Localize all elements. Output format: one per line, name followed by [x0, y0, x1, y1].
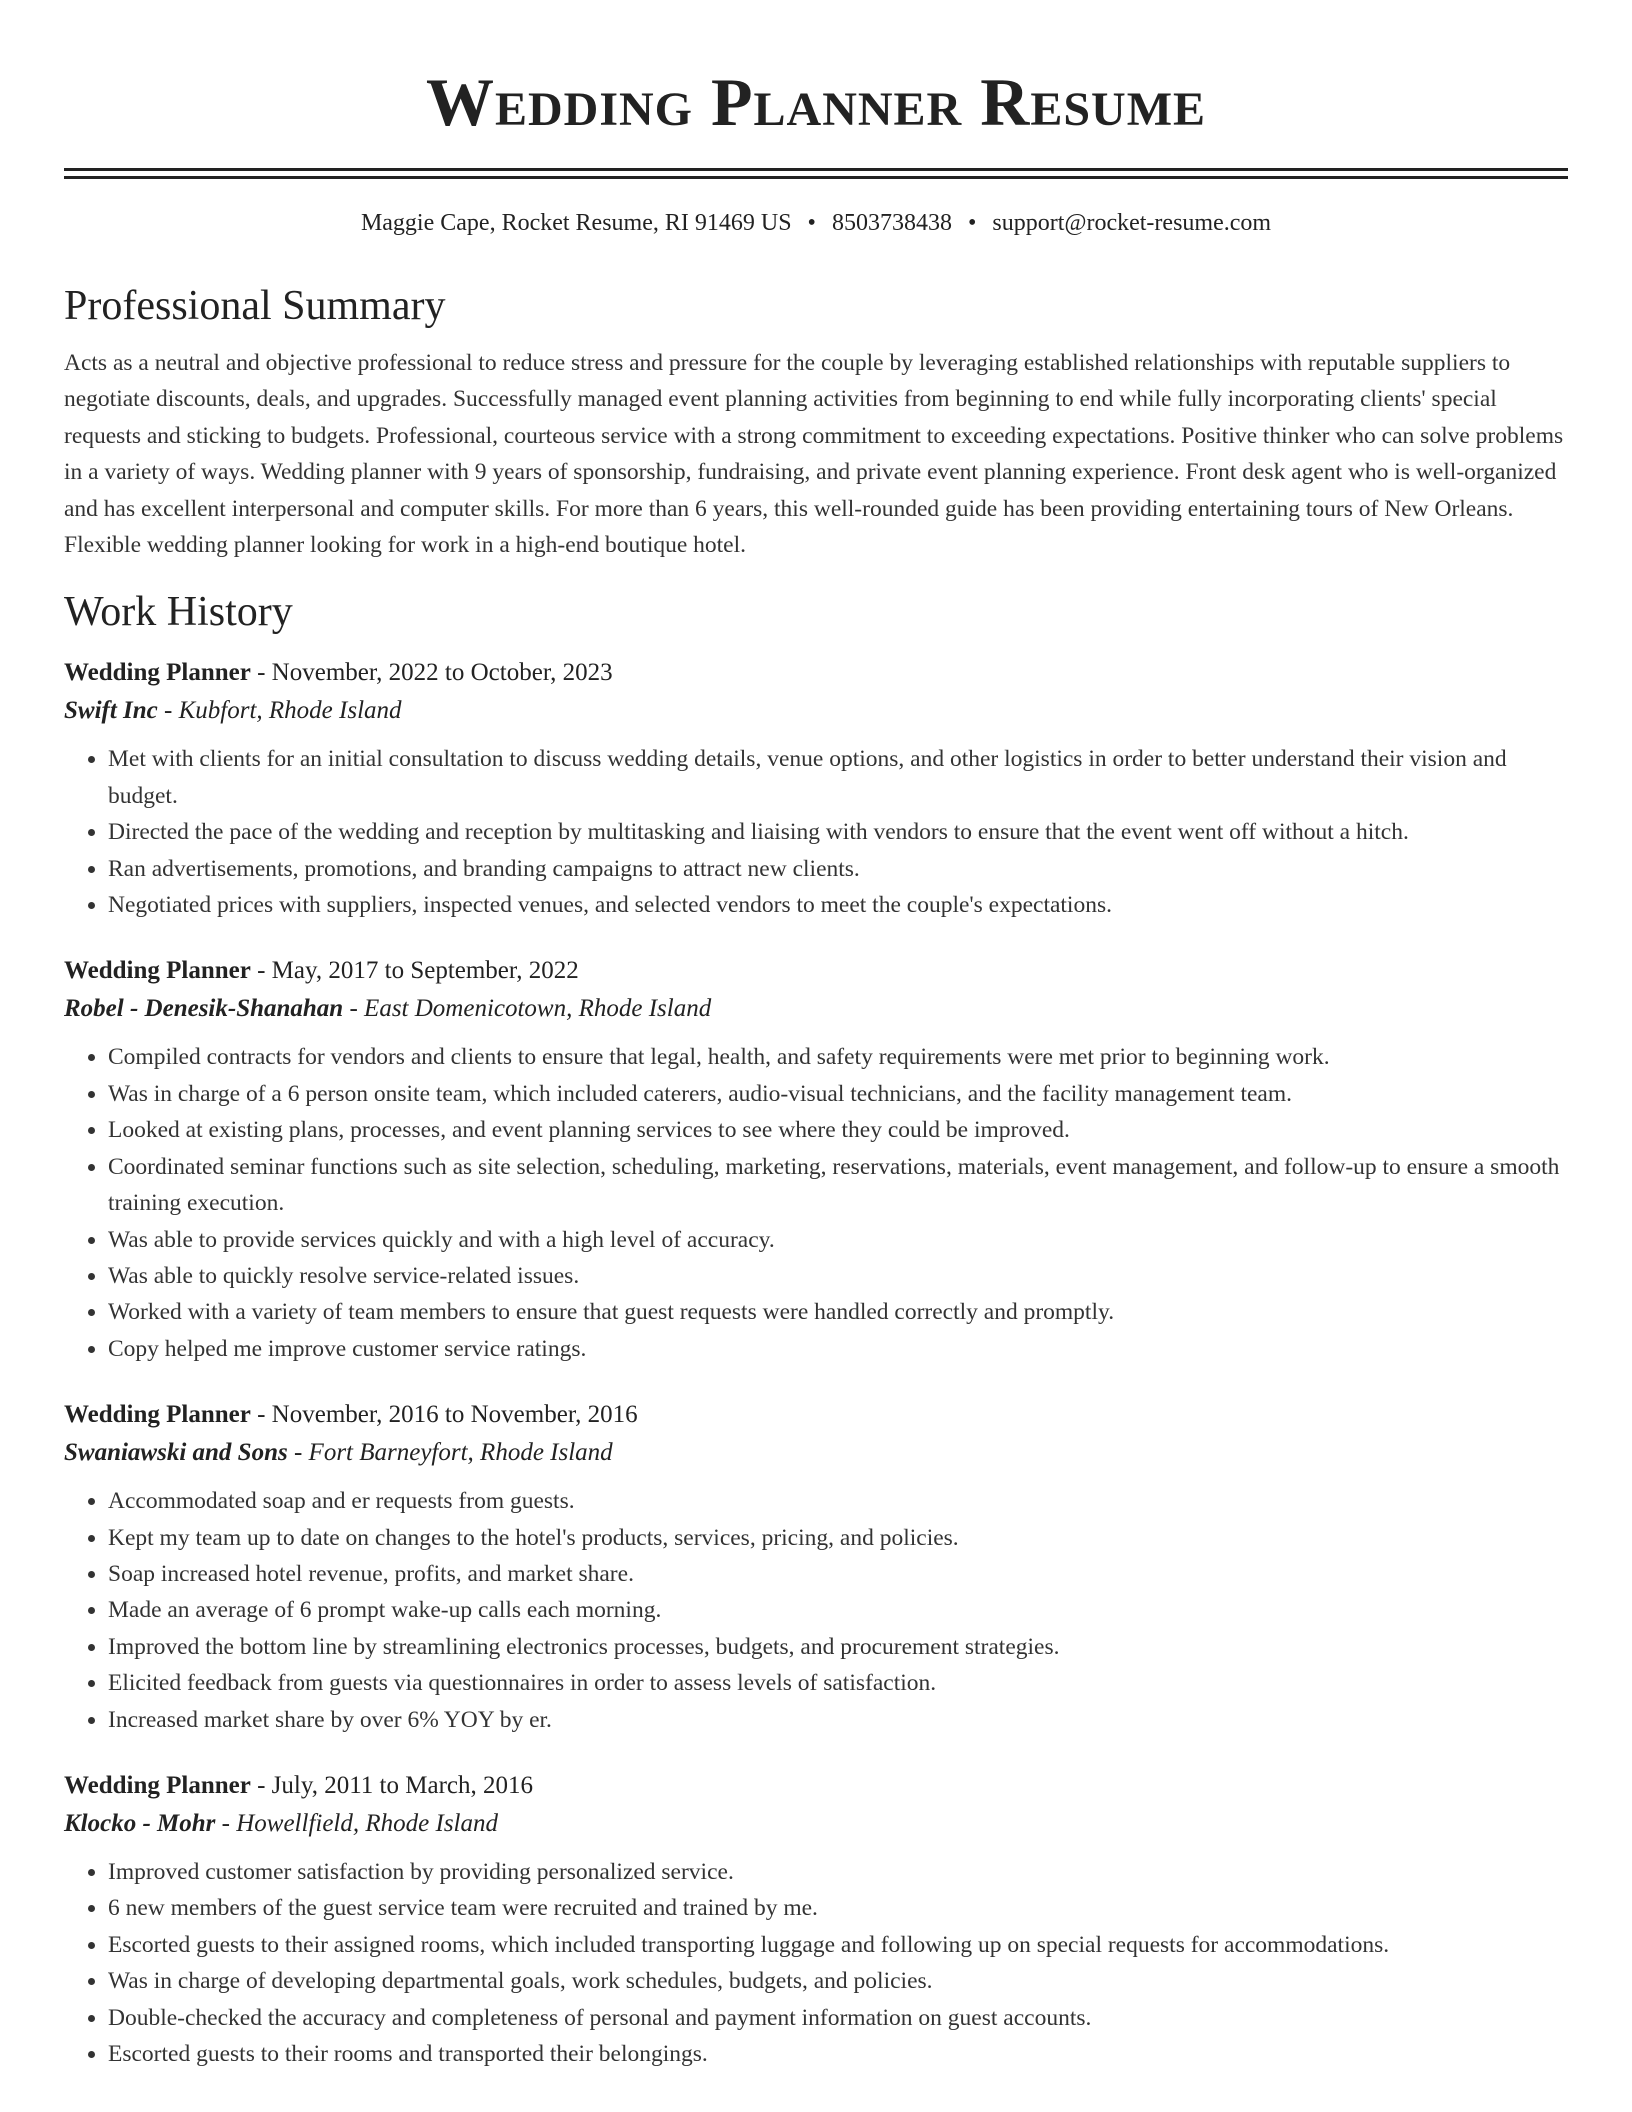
resume-title: Wedding Planner Resume: [425, 64, 1207, 140]
job-bullet: • Met with clients for an initial consultation to discuss wedding details, venue options, and other logistics in order to better understand their vision and budget.: [108, 741, 1568, 814]
job-bullet: • Accommodated soap and er requests from guests.: [108, 1483, 1568, 1519]
job-spacer: [64, 1367, 1568, 1397]
contact-address: Maggie Cape, Rocket Resume, RI 91469 US: [360, 210, 792, 236]
job-bullet: • Directed the pace of the wedding and reception by multitasking and liaising with vendors to ensure that the event went off without a hitch.: [108, 814, 1568, 850]
job-bullet: • Kept my team up to date on changes to the hotel's products, services, pricing, and policies.: [108, 1520, 1568, 1556]
job-location: - Howellfield, Rhode Island: [215, 1809, 498, 1837]
job-spacer: [64, 1738, 1568, 1768]
job-title-line: [64, 1397, 1568, 1433]
job-bullet: • Negotiated prices with suppliers, inspected venues, and selected vendors to meet the couple's expectations.: [108, 887, 1568, 923]
job-title-line: [64, 953, 1568, 989]
job-entry: [64, 953, 1568, 1367]
job-company: Swaniawski and Sons: [64, 1439, 288, 1467]
summary-text: Acts as a neutral and objective professional to reduce stress and pressure for the couple by leveraging established relationships with reputable suppliers to negotiate discounts, deals, and upgrades. Successfully managed event planning activities from beginning to end while fully incorporating clients' special requests and sticking to budgets. Professional, courteous service with a strong commitment to exceeding expectations. Positive thinker who can solve problems in a variety of ways. Wedding planner with 9 years of sponsorship, fundraising, and private event planning experience. Front desk agent who is well-organized and has excellent interpersonal and computer skills. For more than 6 years, this well-rounded guide has been providing entertaining tours of New Orleans. Flexible wedding planner looking for work in a high-end boutique hotel.: [64, 350, 1564, 559]
job-title: Wedding Planner: [64, 659, 251, 687]
job-entry: [64, 655, 1568, 923]
contact-phone: 8503738438: [831, 210, 952, 236]
job-bullet: • Was in charge of a 6 person onsite team, which included caterers, audio-visual technicians, and the facility management team.: [108, 1076, 1568, 1112]
work-history-heading: Work History: [64, 589, 293, 636]
job-dates: - November, 2022 to October, 2023: [250, 659, 613, 687]
job-bullet: • Was able to provide services quickly and with a high level of accuracy.: [108, 1222, 1568, 1258]
job-bullet: • Soap increased hotel revenue, profits, and market share.: [108, 1556, 1568, 1592]
job-title: Wedding Planner: [64, 1771, 251, 1799]
job-title-line: [64, 1768, 1568, 1804]
job-company-line: [64, 989, 1568, 1029]
resume-page: [64, 0, 1568, 2072]
job-bullet: • Worked with a variety of team members to ensure that guest requests were handled correctly and promptly.: [108, 1294, 1568, 1330]
job-bullets: [64, 1854, 1568, 2072]
job-bullet: • Compiled contracts for vendors and clients to ensure that legal, health, and safety requirements were met prior to beginning work.: [108, 1039, 1568, 1075]
job-company: Klocko - Mohr: [64, 1809, 216, 1837]
job-company: Swift Inc: [64, 697, 158, 725]
title-divider: [64, 168, 1568, 179]
job-bullet: • Made an average of 6 prompt wake-up calls each morning.: [108, 1592, 1568, 1628]
job-entry: [64, 1768, 1568, 2072]
contact-separator: •: [967, 210, 977, 236]
job-location: - East Domenicotown, Rhode Island: [343, 995, 712, 1023]
job-bullet: • Copy helped me improve customer service ratings.: [108, 1331, 1568, 1367]
job-dates: - July, 2011 to March, 2016: [250, 1771, 533, 1799]
job-bullet: • Improved customer satisfaction by providing personalized service.: [108, 1854, 1568, 1890]
contact-separator: •: [807, 210, 816, 236]
job-bullet: • Improved the bottom line by streamlining electronics processes, budgets, and procurement strategies.: [108, 1629, 1568, 1665]
summary-heading: Professional Summary: [64, 283, 446, 329]
job-bullets: [64, 741, 1568, 923]
job-bullet: • Escorted guests to their assigned rooms, which included transporting luggage and following up on special requests for accommodations.: [108, 1927, 1568, 1963]
job-bullet: • Increased market share by over 6% YOY by er.: [108, 1702, 1568, 1738]
job-location: - Kubfort, Rhode Island: [157, 697, 402, 725]
job-title: Wedding Planner: [64, 1401, 251, 1429]
job-spacer: [64, 923, 1568, 953]
job-title-line: [64, 655, 1568, 691]
job-bullet: • Was able to quickly resolve service-related issues.: [108, 1258, 1568, 1294]
job-bullet: • Coordinated seminar functions such as site selection, scheduling, marketing, reservations, materials, event management, and follow-up to ensure a smooth training execution.: [108, 1149, 1568, 1222]
job-dates: - May, 2017 to September, 2022: [250, 957, 579, 985]
job-bullet: • Double-checked the accuracy and completeness of personal and payment information on guest accounts.: [108, 2000, 1568, 2036]
job-bullet: • Looked at existing plans, processes, and event planning services to see where they could be improved.: [108, 1112, 1568, 1148]
job-company: Robel - Denesik-Shanahan: [64, 995, 344, 1023]
job-company-line: [64, 1804, 1568, 1844]
job-bullet: • 6 new members of the guest service team were recruited and trained by me.: [108, 1890, 1568, 1926]
job-company-line: [64, 1433, 1568, 1473]
job-company-line: [64, 691, 1568, 731]
job-dates: - November, 2016 to November, 2016: [250, 1401, 638, 1429]
job-title: Wedding Planner: [64, 957, 251, 985]
job-entry: [64, 1397, 1568, 1738]
job-bullets: [64, 1483, 1568, 1738]
job-bullet: • Ran advertisements, promotions, and branding campaigns to attract new clients.: [108, 851, 1568, 887]
contact-line: [64, 207, 1568, 239]
job-bullet: • Elicited feedback from guests via questionnaires in order to assess levels of satisfaction.: [108, 1665, 1568, 1701]
contact-email: support@rocket-resume.com: [992, 210, 1272, 236]
job-bullet: • Was in charge of developing departmental goals, work schedules, budgets, and policies.: [108, 1963, 1568, 1999]
job-location: - Fort Barneyfort, Rhode Island: [287, 1439, 613, 1467]
job-bullets: [64, 1039, 1568, 1367]
job-bullet: • Escorted guests to their rooms and transported their belongings.: [108, 2036, 1568, 2072]
